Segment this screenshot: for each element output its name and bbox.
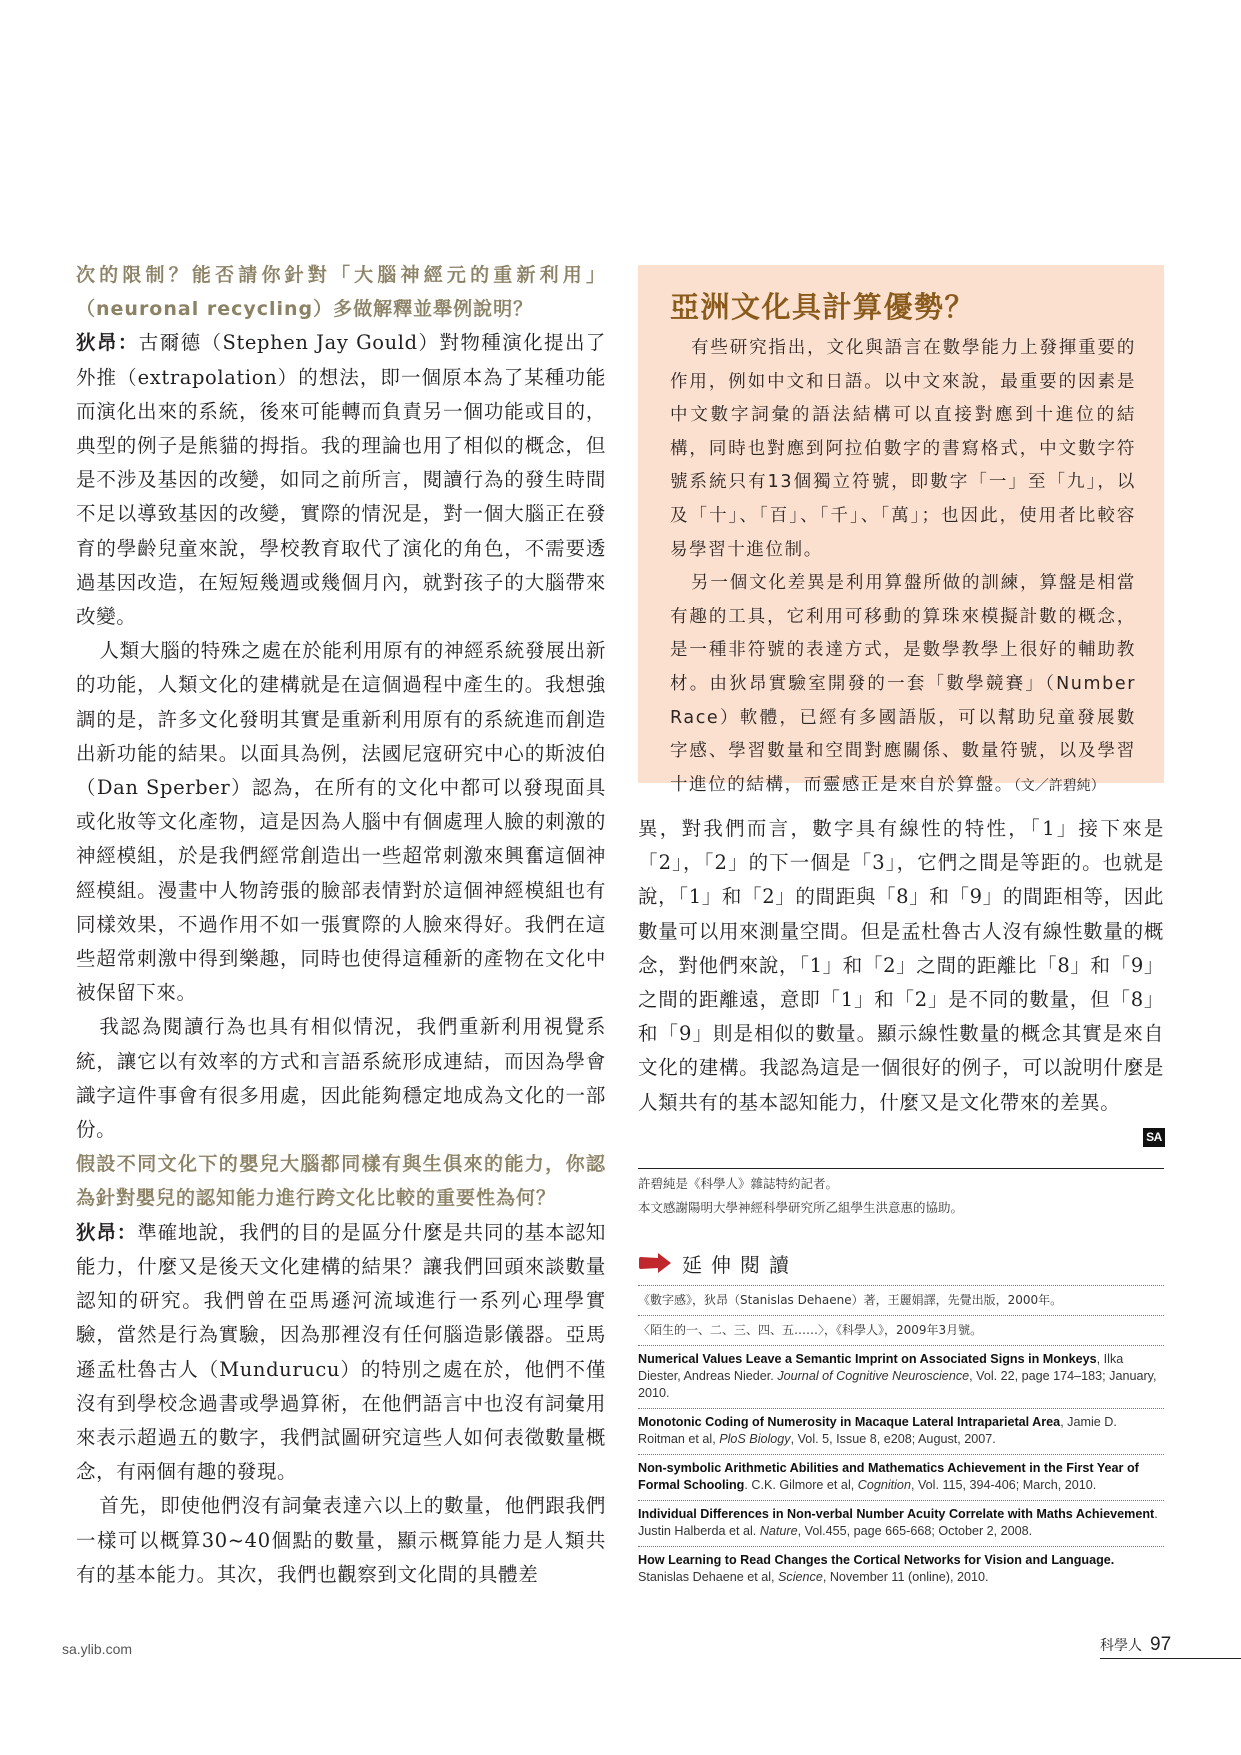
answer-text: 古爾德（Stephen Jay Gould）對物種演化提出了外推（extrapolation）的想法，即一個原本為了某種功能而演化出來的系統，後來可能轉而負責另一個功能或目的，典型的例子是熊貓的拇指。我的理論也用了相似的概念，但是不涉及基因的改變，如同之前所言，閱讀行為的發生時間不足以導致基因的改變，實際的情況是，對一個大腦正在發育的學齡兒童來說，學校教育取代了演化的角色，不需要透過基因改造，在短短幾週或幾個月內，就對孩子的大腦帶來改變。 <box>76 331 606 629</box>
reference-journal: Nature <box>759 1524 798 1538</box>
sidebar-credit: （文／許碧純） <box>1013 777 1105 794</box>
reference-item <box>638 1455 1164 1501</box>
reference-details: , Vol. 115, 394-406; March, 2010. <box>910 1478 1097 1492</box>
reference-item <box>638 1409 1164 1455</box>
sidebar-title: 亞洲文化具計算優勢？ <box>670 290 976 324</box>
reference-title: How Learning to Read Changes the Cortical Networks for Vision and Language. <box>638 1553 1115 1567</box>
reference-authors: , Jamie D. Roitman et al, <box>638 1415 1117 1446</box>
sidebar-paragraph: 有些研究指出，文化與語言在數學能力上發揮重要的作用，例如中文和日語。以中文來說，最重要的因素是中文數字詞彙的語法結構可以直接對應到十進位的結構，同時也對應到阿拉伯數字的書寫格式，中文數字符號系統只有13個獨立符號，即數字「一」至「九」，以及「十」、「百」、「千」、「萬」；也因此，使用者比較容易學習十進位制。 <box>670 338 1136 560</box>
speaker-label: 狄昂： <box>76 1220 138 1244</box>
reference-item <box>638 1501 1164 1547</box>
speaker-label: 狄昂： <box>76 331 139 355</box>
acknowledgement-note: 本文感謝陽明大學神經科學研究所乙組學生洪意惠的協助。 <box>638 1200 964 1215</box>
reference-authors: Stanislas Dehaene et al, <box>638 1570 779 1584</box>
reference-journal: Journal of Cognitive Neuroscience <box>777 1369 970 1383</box>
body-paragraph: 人類大腦的特殊之處在於能利用原有的神經系統發展出新的功能，人類文化的建構就是在這個過程中產生的。我想強調的是，許多文化發明其實是重新利用原有的系統進而創造出新功能的結果。以面具為例，法國尼寇研究中心的斯波伯（Dan Sperber）認為，在所有的文化中都可以發現面具或化妝等文化產物，這是因為人腦中有個處理人臉的刺激的神經模組，於是我們經常創造出一些超常刺激來興奮這個神經模組。漫畫中人物誇張的臉部表情對於這個神經模組也有同樣效果，不過作用不如一張實際的人臉來得好。我們在這些超常刺激中得到樂趣，同時也使得這種新的產物在文化中被保留下來。 <box>76 639 606 1005</box>
footer-site-url[interactable]: sa.ylib.com <box>62 1641 133 1657</box>
reference-item <box>638 1547 1164 1592</box>
divider <box>638 1168 1164 1169</box>
reference-details: , November 11 (online), 2010. <box>822 1570 989 1584</box>
reference-authors: , Ilka Diester, Andreas Nieder. <box>638 1352 1124 1383</box>
footer-page-info <box>1100 1634 1241 1659</box>
magazine-name: 科學人 <box>1100 1638 1142 1654</box>
page-number: 97 <box>1150 1634 1172 1655</box>
reference-details: , Vol. 22, page 174–183; January, 2010. <box>638 1369 1157 1400</box>
further-reading-title: 延伸閱讀 <box>682 1252 798 1277</box>
interview-question: 次的限制？能否請你針對「大腦神經元的重新利用」（neuronal recycling）多做解釋並舉例說明？ <box>76 264 606 321</box>
reference-title: Individual Differences in Non-verbal Number Acuity Correlate with Maths Achievement <box>638 1507 1155 1521</box>
reference-text: 《數字感》，狄昂（Stanislas Dehaene）著，王麗娟譯，先覺出版，2000年。 <box>638 1293 1063 1307</box>
reference-authors: . Justin Halberda et al. <box>638 1507 1158 1538</box>
author-note: 許碧純是《科學人》雜誌特約記者。 <box>638 1176 839 1191</box>
reference-journal: Science <box>778 1570 823 1584</box>
reference-title: Numerical Values Leave a Semantic Imprint on Associated Signs in Monkeys <box>638 1352 1097 1366</box>
reference-text: 〈陌生的一、二、三、四、五……〉，《科學人》，2009年3月號。 <box>638 1323 983 1337</box>
body-paragraph: 首先，即使他們沒有詞彙表達六以上的數量，他們跟我們一樣可以概算30~40個點的數量，顯示概算能力是人類共有的基本能力。其次，我們也觀察到文化間的具體差 <box>76 1494 606 1586</box>
reference-journal: Cognition <box>857 1478 911 1492</box>
answer-text: 準確地說，我們的目的是區分什麼是共同的基本認知能力，什麼又是後天文化建構的結果？讓我們回頭來談數量認知的研究。我們曾在亞馬遜河流域進行一系列心理學實驗，當然是行為實驗，因為那裡沒有任何腦造影儀器。亞馬遜孟杜魯古人（Mundurucu）的特別之處在於，他們不僅沒有到學校念過書或學過算術，在他們語言中也沒有詞彙用來表示超過五的數字，我們試圖研究這些人如何表徵數量概念，有兩個有趣的發現。 <box>76 1220 606 1484</box>
sidebar-box <box>638 265 1164 795</box>
sa-end-mark: SA <box>1143 1128 1165 1147</box>
left-column <box>76 258 606 1592</box>
reference-title: Non-symbolic Arithmetic Abilities and Mathematics Achievement in the First Year of Formal Schooling <box>638 1461 1139 1492</box>
reference-list <box>638 1285 1164 1592</box>
body-paragraph: 異，對我們而言，數字具有線性的特性，「1」接下來是「2」，「2」的下一個是「3」，它們之間是等距的。也就是說，「1」和「2」的間距與「8」和「9」的間距相等，因此數量可以用來測量空間。但是孟杜魯古人沒有線性數量的概念，對他們來說，「1」和「2」之間的距離比「8」和「9」之間的距離遠，意即「1」和「2」是不同的數量，但「8」和「9」則是相似的數量。顯示線性數量的概念其實是來自文化的建構。我認為這是一個很好的例子，可以說明什麼是人類共有的基本認知能力，什麼又是文化帶來的差異。 <box>638 817 1164 1114</box>
reference-details: , Vol.455, page 665-668; October 2, 2008. <box>797 1524 1033 1538</box>
sidebar-paragraph-text: 另一個文化差異是利用算盤所做的訓練，算盤是相當有趣的工具，它利用可移動的算珠來模擬計數的概念，是一種非符號的表達方式，是數學教學上很好的輔助教材。由狄昂實驗室開發的一套「數學競賽」（Number Race）軟體，已經有多國語版，可以幫助兒童發展數字感、學習數量和空間對應關係、數量符號，以及學習十進位的結構，而靈感正是來自於算盤。 <box>670 573 1136 795</box>
body-paragraph: 我認為閱讀行為也具有相似情況，我們重新利用視覺系統，讓它以有效率的方式和言語系統形成連結，而因為學會識字這件事會有很多用處，因此能夠穩定地成為文化的一部份。 <box>76 1015 606 1142</box>
interview-question: 假設不同文化下的嬰兒大腦都同樣有與生俱來的能力，你認為針對嬰兒的認知能力進行跨文化比較的重要性為何？ <box>76 1153 606 1210</box>
further-reading <box>638 1245 1164 1592</box>
right-column <box>638 812 1164 1120</box>
reference-title: Monotonic Coding of Numerosity in Macaque Lateral Intraparietal Area <box>638 1415 1061 1429</box>
further-reading-header <box>638 1245 1164 1281</box>
sidebar-paragraph <box>670 567 1136 803</box>
reference-authors: . C.K. Gilmore et al, <box>744 1478 858 1492</box>
reference-journal: PloS Biology <box>719 1432 791 1446</box>
arrow-right-icon <box>638 1253 672 1273</box>
reference-item <box>638 1316 1164 1346</box>
interview-answer <box>76 326 606 634</box>
reference-item <box>638 1346 1164 1409</box>
reference-details: , Vol. 5, Issue 8, e208; August, 2007. <box>790 1432 996 1446</box>
reference-item <box>638 1286 1164 1316</box>
interview-answer <box>76 1216 606 1490</box>
author-notes <box>638 1172 1164 1220</box>
